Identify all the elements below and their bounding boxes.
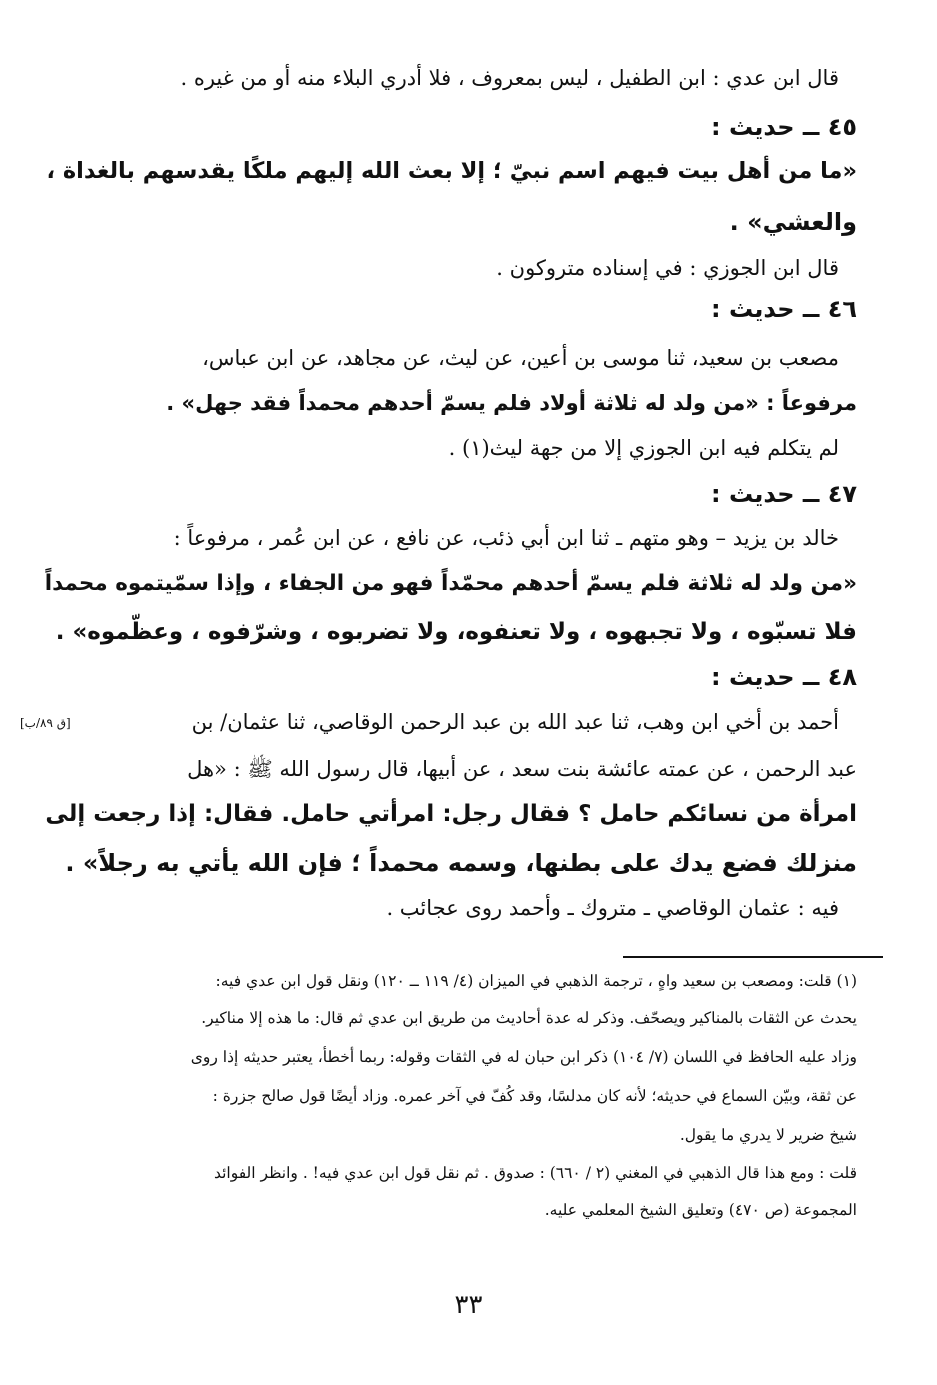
body-line: قال ابن عدي : ابن الطفيل ، ليس بمعروف ، فلا أدري البلاء منه أو من غيره . [180, 66, 839, 90]
body-line: فيه : عثمان الوقاصي ـ متروك ـ وأحمد روى عجائب . [386, 896, 839, 920]
hadith-text-line: والعشي» . [729, 208, 857, 236]
marfu-label: مرفوعاً : «من ولد له ثلاثة أولاد فلم يسمّ أحدهم محمداً فقد جهل» . [166, 391, 857, 415]
body-line: لم يتكلم فيه ابن الجوزي إلا من جهة ليث(١) . [448, 436, 839, 460]
footnote-line: قلت : ومع هذا قال الذهبي في المغني (٢ / ٦٦٠) : صدوق . ثم نقل قول ابن عدي فيه! . وانظر الفوائد [213, 1164, 857, 1182]
footnote-line: وزاد عليه الحافظ في اللسان (٧/ ١٠٤) ذكر ابن حبان له في الثقات وقوله: ربما أخطأ، يعتبر حديثه إذا روى [190, 1048, 857, 1066]
footnote-line: عن ثقة، وبيّن السماع في حديثه؛ لأنه كان مدلسًا، وقد كُفّ في آخر عمره. وزاد أيضًا قول صالح جزرة : [212, 1087, 857, 1105]
hadith-heading: ٤٧ ــ حديث : [711, 480, 857, 508]
hadith-heading: ٤٦ ــ حديث : [711, 295, 857, 323]
hadith-heading: ٤٨ ــ حديث : [711, 663, 857, 691]
hadith-text-line: امرأة من نسائكم حامل ؟ فقال رجل: امرأتي حامل. فقال: إذا رجعت إلى [45, 801, 857, 827]
body-line: عبد الرحمن ، عن عمته عائشة بنت سعد ، عن أبيها، قال رسول الله ﷺ : «هل [187, 757, 857, 781]
body-line: خالد بن يزيد – وهو متهم ـ ثنا ابن أبي ذئب، عن نافع ، عن ابن عُمر ، مرفوعاً : [173, 526, 839, 550]
body-line [166, 391, 857, 415]
body-line: مصعب بن سعيد، ثنا موسى بن أعين، عن ليث، عن مجاهد، عن ابن عباس، [202, 346, 839, 370]
footnote-line: شيخ ضرير لا يدري ما يقول. [679, 1126, 857, 1144]
hadith-text-line: فلا تسبّوه ، ولا تجبهوه ، ولا تعنفوه، ولا تضربوه ، وشرّفوه ، وعظّموه» . [55, 619, 857, 645]
body-line: قال ابن الجوزي : في إسناده متروكون . [496, 256, 839, 280]
hadith-text-line: منزلك فضع يدك على بطنها، وسمه محمداً ؛ فإن الله يأتي به رجلاً» . [65, 849, 857, 877]
footnote-separator [623, 956, 883, 958]
manuscript-folio-marker: [ق ٨٩/ب] [20, 716, 71, 730]
hadith-heading: ٤٥ ــ حديث : [711, 113, 857, 141]
body-line: أحمد بن أخي ابن وهب، ثنا عبد الله بن عبد الرحمن الوقاصي، ثنا عثمان/ بن [191, 710, 839, 734]
footnote-line: يحدث عن الثقات بالمناكير ويصحّف. وذكر له عدة أحاديث من طريق ابن عدي ثم قال: ما هذه إلا مناكير. [201, 1009, 857, 1027]
footnote-line: (١) قلت: ومصعب بن سعيد واهٍ ، ترجمة الذهبي في الميزان (٤/ ١١٩ ــ ١٢٠) ونقل قول ابن عدي فيه: [215, 972, 857, 990]
footnote-line: المجموعة (ص ٤٧٠) وتعليق الشيخ المعلمي عليه. [544, 1201, 857, 1219]
hadith-text-line: «من ولد له ثلاثة فلم يسمّ أحدهم محمّداً فهو من الجفاء ، وإذا سمّيتموه محمداً [44, 571, 857, 596]
page-number: ٣٣ [454, 1290, 483, 1320]
hadith-text-line: «ما من أهل بيت فيهم اسم نبيّ ؛ إلا بعث الله إليهم ملكًا يقدسهم بالغداة ، [46, 158, 857, 184]
